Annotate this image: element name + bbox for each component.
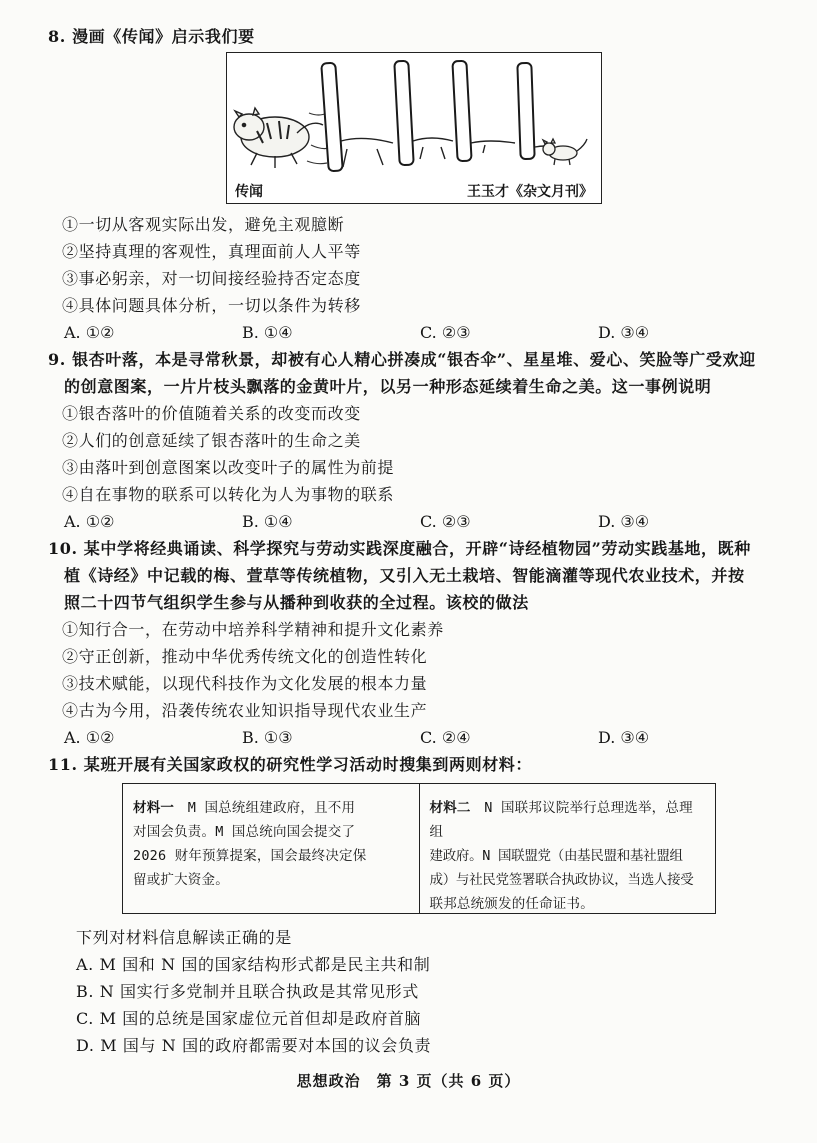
material-1-line-2: 对国会负责。M 国总统向国会提交了 <box>133 824 356 840</box>
q9-statement-3: ③由落叶到创意图案以改变叶子的属性为前提 <box>62 458 395 477</box>
q9-option-a: A. ①② <box>64 512 115 531</box>
q10-statement-2: ②守正创新，推动中华优秀传统文化的创造性转化 <box>62 647 428 666</box>
q8-statement-3: ③事必躬亲，对一切间接经验持否定态度 <box>62 269 361 288</box>
q10-stem-line-2: 植《诗经》中记载的梅、萱草等传统植物，又引入无土栽培、智能滴灌等现代农业技术，并按 <box>64 566 745 585</box>
q11-stem: 11. 某班开展有关国家政权的研究性学习活动时搜集到两则材料： <box>48 755 533 774</box>
q8-option-a: A. ①② <box>64 323 115 342</box>
q10-option-b: B. ①③ <box>242 728 293 747</box>
q8-option-c: C. ②③ <box>420 323 471 342</box>
cartoon-illustration <box>227 53 600 202</box>
q11-option-a: A. M 国和 N 国的国家结构形式都是民主共和制 <box>76 955 431 974</box>
page-footer: 思想政治 第 3 页（共 6 页） <box>296 1072 521 1090</box>
q9-stem-line-2: 的创意图案，一片片枝头飘落的金黄叶片，以另一种形态延续着生命之美。这一事例说明 <box>64 377 712 396</box>
q8-option-b: B. ①④ <box>242 323 293 342</box>
q9-statement-1: ①银杏落叶的价值随着关系的改变而改变 <box>62 404 361 423</box>
q10-option-d: D. ③④ <box>598 728 650 747</box>
tiger-figure <box>234 108 323 168</box>
q8-statement-4: ④具体问题具体分析，一切以条件为转移 <box>62 296 361 315</box>
cartoon-rumor <box>226 52 602 204</box>
material-1-line-3: 2026 财年预算提案，国会最终决定保 <box>133 848 367 864</box>
material-1-cell <box>123 784 419 913</box>
q10-option-c: C. ②④ <box>420 728 471 747</box>
q8-stem: 8. 漫画《传闻》启示我们要 <box>48 27 255 46</box>
q8-statement-2: ②坚持真理的客观性，真理面前人人平等 <box>62 242 361 261</box>
material-2-cell <box>419 784 716 913</box>
material-2-line-4: 联邦总统颁发的任命证书。 <box>429 896 594 912</box>
q11-option-b: B. N 国实行多党制并且联合执政是其常见形式 <box>76 982 419 1001</box>
q10-statement-3: ③技术赋能，以现代科技作为文化发展的根本力量 <box>62 674 428 693</box>
q10-statement-1: ①知行合一，在劳动中培养科学精神和提升文化素养 <box>62 620 444 639</box>
q10-stem-line-3: 照二十四节气组织学生参与从播种到收获的全过程。该校的做法 <box>64 593 529 612</box>
q9-statement-4: ④自在事物的联系可以转化为人为事物的联系 <box>62 485 395 504</box>
materials-table <box>122 783 716 914</box>
cartoon-credit-caption: 王玉才《杂文月刊》 <box>467 184 593 200</box>
material-2-line-1: 材料二 N 国联邦议院举行总理选举，总理组 <box>429 800 693 840</box>
q10-stem-line-1: 10. 某中学将经典诵读、科学探究与劳动实践深度融合，开辟“诗经植物园”劳动实践基地，既种 <box>48 539 751 558</box>
q9-option-d: D. ③④ <box>598 512 650 531</box>
material-2-label: 材料二 <box>429 800 471 816</box>
q11-option-c: C. M 国的总统是国家虚位元首但却是政府首脑 <box>76 1009 422 1028</box>
material-2-line-2: 建政府。N 国联盟党（由基民盟和基社盟组 <box>429 848 683 864</box>
material-1-line-4: 留或扩大资金。 <box>133 872 229 888</box>
q10-statement-4: ④古为今用，沿袭传统农业知识指导现代农业生产 <box>62 701 428 720</box>
q8-statement-1: ①一切从客观实际出发，避免主观臆断 <box>62 215 345 234</box>
q9-statement-2: ②人们的创意延续了银杏落叶的生命之美 <box>62 431 361 450</box>
q9-option-c: C. ②③ <box>420 512 471 531</box>
material-1-label: 材料一 <box>133 800 175 816</box>
cat-figure <box>543 139 587 165</box>
q10-option-a: A. ①② <box>64 728 115 747</box>
panels <box>321 61 534 172</box>
material-2-line-3: 成）与社民党签署联合执政协议，当选人接受 <box>429 872 694 888</box>
material-1-line-1: 材料一 M 国总统组建政府，且不用 <box>133 800 356 816</box>
q8-option-d: D. ③④ <box>598 323 650 342</box>
q9-option-b: B. ①④ <box>242 512 293 531</box>
cartoon-title-caption: 传闻 <box>235 184 263 200</box>
q11-prompt: 下列对材料信息解读正确的是 <box>76 928 292 947</box>
q11-option-d: D. M 国与 N 国的政府都需要对本国的议会负责 <box>76 1036 432 1055</box>
q9-stem-line-1: 9. 银杏叶落，本是寻常秋景，却被有心人精心拼凑成“银杏伞”、星星堆、爱心、笑脸等广受欢迎 <box>48 350 756 369</box>
